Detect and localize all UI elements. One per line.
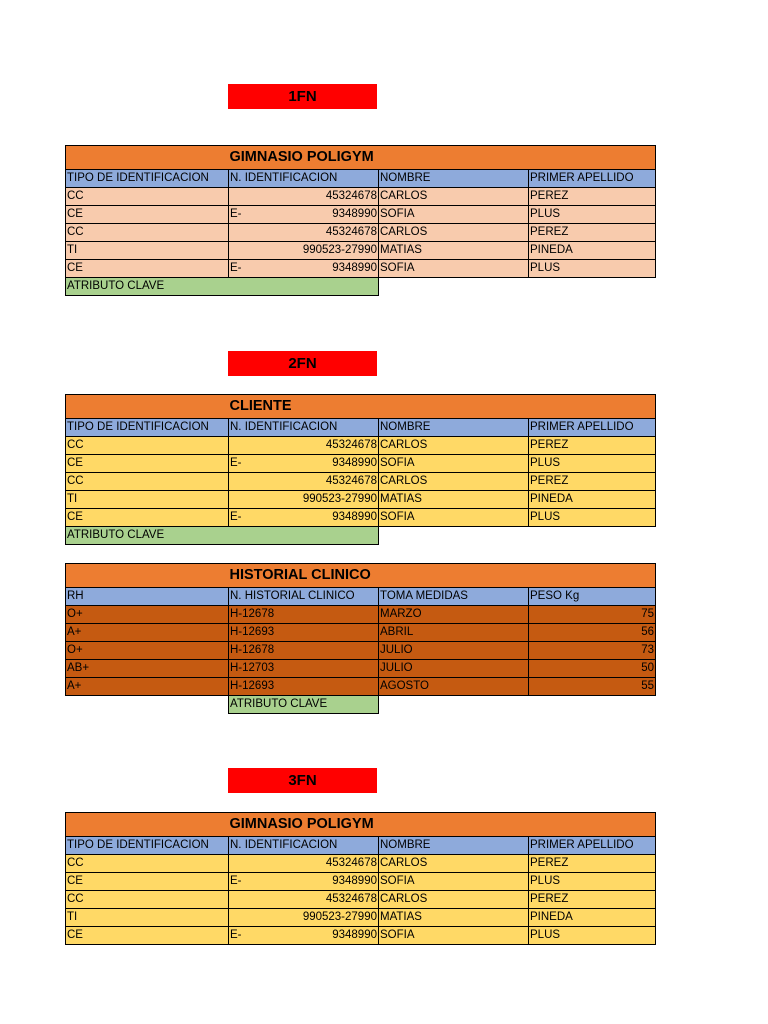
table-row bbox=[66, 437, 656, 455]
cell[interactable]: CARLOS bbox=[379, 891, 529, 909]
header-cell[interactable]: N. IDENTIFICACION bbox=[229, 419, 379, 437]
cell[interactable] bbox=[229, 891, 379, 909]
cell[interactable]: 56 bbox=[529, 624, 656, 642]
cell[interactable]: H-12693 bbox=[229, 678, 379, 696]
cell[interactable]: TI bbox=[66, 242, 229, 260]
id-prefix: E- bbox=[230, 511, 242, 523]
cell[interactable]: PEREZ bbox=[529, 188, 656, 206]
cell[interactable]: SOFIA bbox=[379, 260, 529, 278]
cell[interactable]: AGOSTO bbox=[379, 678, 529, 696]
cell[interactable]: MARZO bbox=[379, 606, 529, 624]
header-cell[interactable]: TIPO DE IDENTIFICACION bbox=[66, 419, 229, 437]
header-cell[interactable]: PRIMER APELLIDO bbox=[529, 837, 656, 855]
cell[interactable]: PLUS bbox=[529, 509, 656, 527]
cell[interactable]: PLUS bbox=[529, 873, 656, 891]
cell[interactable] bbox=[229, 855, 379, 873]
cell[interactable]: CC bbox=[66, 188, 229, 206]
cell[interactable]: CARLOS bbox=[379, 188, 529, 206]
header-cell[interactable]: PRIMER APELLIDO bbox=[529, 170, 656, 188]
cell[interactable]: CC bbox=[66, 855, 229, 873]
cell[interactable]: TI bbox=[66, 909, 229, 927]
cell[interactable] bbox=[229, 455, 379, 473]
cell[interactable]: 75 bbox=[529, 606, 656, 624]
header-cell[interactable]: TIPO DE IDENTIFICACION bbox=[66, 837, 229, 855]
header-cell[interactable]: TOMA MEDIDAS bbox=[379, 588, 529, 606]
table-row bbox=[66, 927, 656, 945]
cell[interactable] bbox=[229, 491, 379, 509]
cell[interactable]: PEREZ bbox=[529, 473, 656, 491]
cell[interactable]: PLUS bbox=[529, 260, 656, 278]
cell[interactable]: PEREZ bbox=[529, 224, 656, 242]
cell[interactable]: TI bbox=[66, 491, 229, 509]
table-row bbox=[66, 473, 656, 491]
table-row bbox=[66, 642, 656, 660]
id-number: 9348990 bbox=[332, 929, 377, 941]
cell[interactable] bbox=[229, 437, 379, 455]
cell[interactable] bbox=[229, 509, 379, 527]
id-number: 990523-27990 bbox=[302, 493, 377, 505]
cell[interactable]: AB+ bbox=[66, 660, 229, 678]
cell[interactable]: CARLOS bbox=[379, 437, 529, 455]
header-cell[interactable]: NOMBRE bbox=[379, 419, 529, 437]
key-row bbox=[66, 278, 656, 296]
cell[interactable]: H-12693 bbox=[229, 624, 379, 642]
header-row bbox=[66, 419, 656, 437]
table-row bbox=[66, 891, 656, 909]
table-row bbox=[66, 509, 656, 527]
cell[interactable]: SOFIA bbox=[379, 873, 529, 891]
cell[interactable]: CE bbox=[66, 873, 229, 891]
header-cell[interactable]: N. IDENTIFICACION bbox=[229, 170, 379, 188]
table-title: CLIENTE bbox=[229, 395, 529, 419]
cell[interactable]: JULIO bbox=[379, 642, 529, 660]
id-number: 45324678 bbox=[325, 226, 377, 238]
cell[interactable]: CC bbox=[66, 437, 229, 455]
table-title-row bbox=[66, 395, 656, 419]
cell[interactable]: H-12678 bbox=[229, 642, 379, 660]
cell[interactable] bbox=[229, 927, 379, 945]
id-number: 45324678 bbox=[325, 857, 377, 869]
cell[interactable]: SOFIA bbox=[379, 206, 529, 224]
table-row bbox=[66, 606, 656, 624]
table-title: HISTORIAL CLINICO bbox=[229, 564, 529, 588]
cell[interactable]: CC bbox=[66, 891, 229, 909]
cell[interactable]: O+ bbox=[66, 606, 229, 624]
cell[interactable]: CE bbox=[66, 509, 229, 527]
header-cell[interactable]: N. IDENTIFICACION bbox=[229, 837, 379, 855]
id-number: 9348990 bbox=[332, 457, 377, 469]
table-row bbox=[66, 491, 656, 509]
cell[interactable]: O+ bbox=[66, 642, 229, 660]
cell[interactable]: 55 bbox=[529, 678, 656, 696]
id-prefix: E- bbox=[230, 208, 242, 220]
cell[interactable]: PLUS bbox=[529, 455, 656, 473]
id-number: 45324678 bbox=[325, 439, 377, 451]
cell[interactable]: CC bbox=[66, 473, 229, 491]
key-row bbox=[66, 527, 656, 545]
id-number: 9348990 bbox=[332, 262, 377, 274]
table-row bbox=[66, 909, 656, 927]
header-cell[interactable]: TIPO DE IDENTIFICACION bbox=[66, 170, 229, 188]
cell[interactable]: CE bbox=[66, 260, 229, 278]
cell[interactable]: MATIAS bbox=[379, 242, 529, 260]
header-row bbox=[66, 837, 656, 855]
id-prefix: E- bbox=[230, 262, 242, 274]
id-number: 990523-27990 bbox=[302, 244, 377, 256]
cell[interactable]: PINEDA bbox=[529, 242, 656, 260]
cell[interactable]: CARLOS bbox=[379, 855, 529, 873]
cell[interactable]: CC bbox=[66, 224, 229, 242]
cell[interactable]: CE bbox=[66, 206, 229, 224]
header-cell[interactable]: NOMBRE bbox=[379, 837, 529, 855]
cell[interactable]: CE bbox=[66, 455, 229, 473]
cell[interactable]: MATIAS bbox=[379, 491, 529, 509]
key-attribute-cell[interactable]: ATRIBUTO CLAVE bbox=[229, 696, 379, 714]
cell[interactable] bbox=[229, 188, 379, 206]
id-number: 45324678 bbox=[325, 475, 377, 487]
header-cell[interactable]: N. HISTORIAL CLINICO bbox=[229, 588, 379, 606]
table-gimnasio-poligym-1fn bbox=[65, 145, 656, 296]
header-cell[interactable]: NOMBRE bbox=[379, 170, 529, 188]
table-row bbox=[66, 678, 656, 696]
header-cell[interactable]: RH bbox=[66, 588, 229, 606]
cell[interactable]: JULIO bbox=[379, 660, 529, 678]
table-row bbox=[66, 873, 656, 891]
cell[interactable]: A+ bbox=[66, 678, 229, 696]
table-title-row bbox=[66, 813, 656, 837]
table-row bbox=[66, 188, 656, 206]
id-number: 45324678 bbox=[325, 893, 377, 905]
table-title-row bbox=[66, 146, 656, 170]
cell[interactable] bbox=[229, 873, 379, 891]
cell[interactable] bbox=[229, 206, 379, 224]
table-historial-clinico bbox=[65, 563, 656, 714]
cell[interactable]: PEREZ bbox=[529, 891, 656, 909]
table-row bbox=[66, 206, 656, 224]
table-row bbox=[66, 855, 656, 873]
table-row bbox=[66, 242, 656, 260]
cell[interactable]: PLUS bbox=[529, 206, 656, 224]
cell[interactable]: 73 bbox=[529, 642, 656, 660]
cell[interactable]: PEREZ bbox=[529, 855, 656, 873]
header-cell[interactable]: PRIMER APELLIDO bbox=[529, 419, 656, 437]
table-row bbox=[66, 455, 656, 473]
table-row bbox=[66, 660, 656, 678]
table-row bbox=[66, 224, 656, 242]
cell[interactable] bbox=[229, 242, 379, 260]
table-row bbox=[66, 624, 656, 642]
id-number: 9348990 bbox=[332, 875, 377, 887]
cell[interactable] bbox=[229, 909, 379, 927]
key-attribute-cell[interactable]: ATRIBUTO CLAVE bbox=[66, 278, 379, 296]
cell[interactable] bbox=[229, 473, 379, 491]
cell[interactable]: PLUS bbox=[529, 927, 656, 945]
cell[interactable]: SOFIA bbox=[379, 455, 529, 473]
cell[interactable]: CE bbox=[66, 927, 229, 945]
cell[interactable]: SOFIA bbox=[379, 509, 529, 527]
cell[interactable]: PINEDA bbox=[529, 909, 656, 927]
header-row bbox=[66, 588, 656, 606]
cell[interactable]: A+ bbox=[66, 624, 229, 642]
section-label-3fn: 3FN bbox=[228, 768, 377, 793]
table-title-row bbox=[66, 564, 656, 588]
key-attribute-cell[interactable]: ATRIBUTO CLAVE bbox=[66, 527, 379, 545]
table-title: GIMNASIO POLIGYM bbox=[229, 146, 529, 170]
header-row bbox=[66, 170, 656, 188]
cell[interactable]: H-12703 bbox=[229, 660, 379, 678]
cell[interactable]: ABRIL bbox=[379, 624, 529, 642]
id-number: 45324678 bbox=[325, 190, 377, 202]
cell[interactable]: CARLOS bbox=[379, 473, 529, 491]
table-title: GIMNASIO POLIGYM bbox=[229, 813, 529, 837]
key-row bbox=[66, 696, 656, 714]
table-cliente bbox=[65, 394, 656, 545]
cell[interactable]: PEREZ bbox=[529, 437, 656, 455]
id-prefix: E- bbox=[230, 929, 242, 941]
table-row bbox=[66, 260, 656, 278]
cell[interactable]: 50 bbox=[529, 660, 656, 678]
id-number: 990523-27990 bbox=[302, 911, 377, 923]
cell[interactable]: H-12678 bbox=[229, 606, 379, 624]
id-number: 9348990 bbox=[332, 208, 377, 220]
id-number: 9348990 bbox=[332, 511, 377, 523]
cell[interactable]: CARLOS bbox=[379, 224, 529, 242]
cell[interactable] bbox=[229, 224, 379, 242]
header-cell[interactable]: PESO Kg bbox=[529, 588, 656, 606]
section-label-1fn: 1FN bbox=[228, 84, 377, 109]
cell[interactable]: PINEDA bbox=[529, 491, 656, 509]
cell[interactable]: MATIAS bbox=[379, 909, 529, 927]
section-label-2fn: 2FN bbox=[228, 351, 377, 376]
id-prefix: E- bbox=[230, 875, 242, 887]
cell[interactable]: SOFIA bbox=[379, 927, 529, 945]
cell[interactable] bbox=[229, 260, 379, 278]
id-prefix: E- bbox=[230, 457, 242, 469]
table-gimnasio-poligym-3fn bbox=[65, 812, 656, 945]
